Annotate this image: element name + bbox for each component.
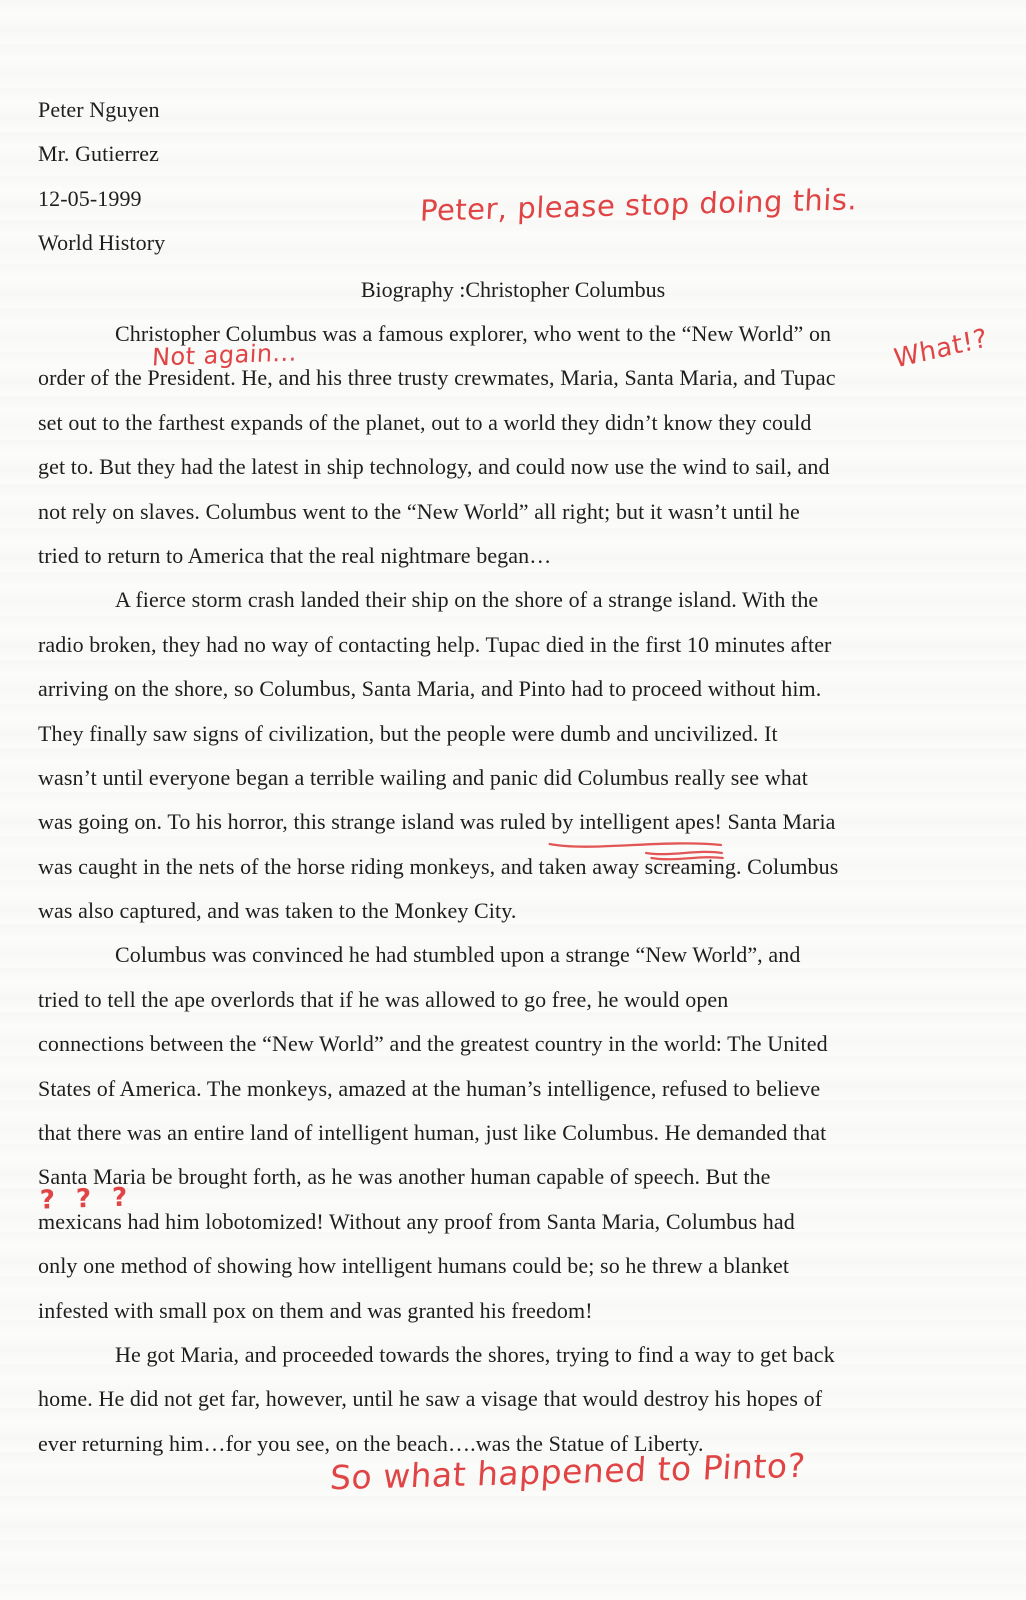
essay-line: connections between the “New World” and the greatest country in the world: The United <box>38 1031 828 1057</box>
essay-line: was also captured, and was taken to the Monkey City. <box>38 898 517 924</box>
essay-line: Christopher Columbus was a famous explorer, who went to the “New World” on <box>115 321 832 346</box>
teacher-note-not-again: Not again... <box>151 338 298 372</box>
essay-line: Santa Maria be brought forth, as he was another human capable of speech. But the <box>38 1164 771 1190</box>
essay-line: ever returning him…for you see, on the beach….was the Statue of Liberty. <box>38 1430 704 1456</box>
essay-line: States of America. The monkeys, amazed at the human’s intelligence, refused to believe <box>38 1075 821 1101</box>
essay-line: arriving on the shore, so Columbus, Santa Maria, and Pinto had to proceed without him. <box>38 676 822 702</box>
essay-line: A fierce storm crash landed their ship on the shore of a strange island. With the <box>115 587 819 613</box>
essay-line: They finally saw signs of civilization, but the people were dumb and uncivilized. It <box>38 720 778 746</box>
essay-line: only one method of showing how intelligent humans could be; so he threw a blanket <box>38 1253 790 1279</box>
essay-line: tried to return to America that the real nightmare began… <box>38 542 552 568</box>
essay-body <box>38 312 998 1466</box>
essay-text: was going on. To his horror, this strange island was ruled <box>38 809 552 835</box>
essay-line: set out to the farthest expands of the planet, out to a world they didn’t know they could <box>38 409 812 435</box>
essay-line: tried to tell the ape overlords that if he was allowed to go free, he would open <box>38 986 729 1012</box>
essay-line: He got Maria, and proceeded towards the shores, trying to find a way to get back <box>115 1341 835 1367</box>
student-name: Peter Nguyen <box>38 97 160 122</box>
teacher-note-pinto: So what happened to Pinto? <box>328 1445 807 1498</box>
essay-line: wasn’t until everyone began a terrible wailing and panic did Columbus really see what <box>38 764 808 790</box>
teacher-note-top: Peter, please stop doing this. <box>419 182 858 228</box>
essay-line-annotated <box>38 800 998 844</box>
red-underline-target <box>551 800 722 844</box>
essay-line: infested with small pox on them and was granted his freedom! <box>38 1297 593 1323</box>
essay-line: Columbus was convinced he had stumbled upon a strange “New World”, and <box>115 942 801 968</box>
essay-line: get to. But they had the latest in ship technology, and could now use the wind to sail, and <box>38 454 830 480</box>
date: 12-05-1999 <box>38 185 142 211</box>
document-header <box>38 88 165 266</box>
essay-title: Biography :Christopher Columbus <box>360 277 666 302</box>
essay-text: Santa Maria <box>721 809 836 835</box>
essay-text: by intelligent apes! <box>551 809 722 835</box>
essay-line: not rely on slaves. Columbus went to the “New World” all right; but it wasn’t until he <box>38 498 800 524</box>
red-underline-icon <box>546 838 725 862</box>
essay-line: that there was an entire land of intelligent human, just like Columbus. He demanded that <box>38 1120 827 1146</box>
course-name: World History <box>38 230 166 256</box>
teacher-name: Mr. Gutierrez <box>38 141 160 167</box>
essay-line: order of the President. He, and his three trusty crewmates, Maria, Santa Maria, and Tupac <box>38 365 836 391</box>
essay-line: radio broken, they had no way of contacting help. Tupac died in the first 10 minutes after <box>38 631 832 657</box>
teacher-note-what: What!? <box>891 323 990 375</box>
essay-line: mexicans had him lobotomized! Without any proof from Santa Maria, Columbus had <box>38 1208 795 1234</box>
teacher-note-question-marks: ? ? ? <box>39 1182 134 1216</box>
essay-line: home. He did not get far, however, until he saw a visage that would destroy his hopes of <box>38 1386 823 1412</box>
essay-line: was caught in the nets of the horse riding monkeys, and taken away screaming. Columbus <box>38 853 839 879</box>
